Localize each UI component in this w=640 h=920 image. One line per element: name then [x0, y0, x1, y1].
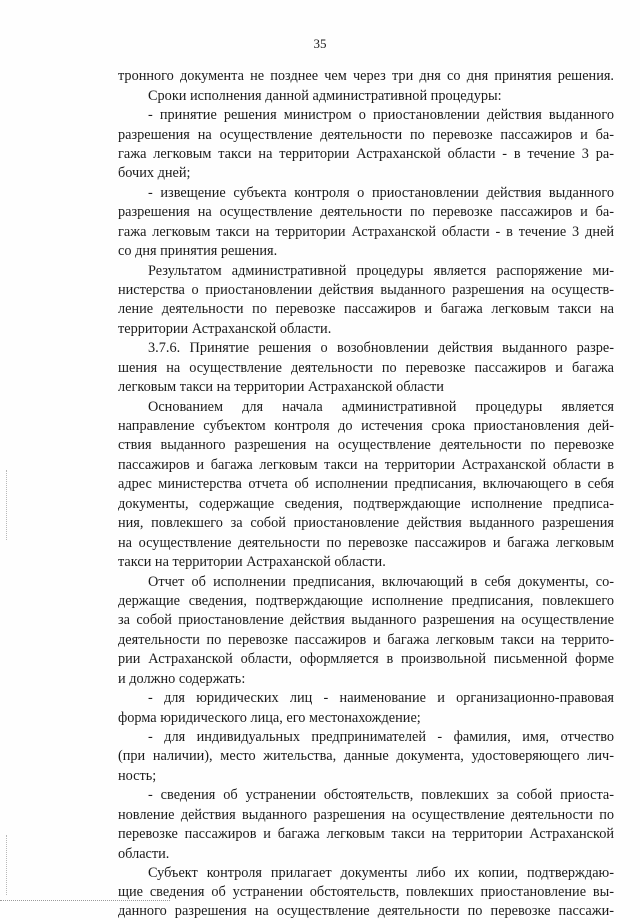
text-line: нистерства о приостановлении действия выданного разрешения на осуществ-: [118, 282, 614, 298]
text-line: и должно содержать:: [118, 671, 246, 687]
text-line: легковым такси на территории Астраханской области: [118, 379, 444, 395]
text-line: деятельности по перевозке пассажиров и багажа легковым такси на террито-: [118, 632, 614, 648]
text-line: за собой приостановление действия выданного разрешения на осуществление: [118, 612, 614, 628]
text-line: на осуществление деятельности по перевозке пассажиров и багажа легковым: [118, 535, 614, 551]
text-line: гажа легковым такси на территории Астраханской области - в течение 3 ра-: [118, 146, 614, 162]
text-line: - для индивидуальных предпринимателей - фамилия, имя, отчество: [148, 729, 614, 745]
text-line: разрешения на осуществление деятельности по перевозке пассажиров и ба-: [118, 127, 614, 143]
text-line: гажа легковым такси на территории Астраханской области - в течение 3 дней: [118, 224, 614, 240]
text-line: ствия выданного разрешения на осуществление деятельности по перевозке: [118, 437, 614, 453]
text-line: Отчет об исполнении предписания, включающий в себя документы, со-: [148, 574, 614, 590]
text-line: перевозке пассажиров и багажа легковым такси на территории Астраханской: [118, 826, 614, 842]
text-line: шения на осуществление деятельности по перевозке пассажиров и багажа: [118, 360, 614, 376]
text-line: Основанием для начала административной процедуры является: [148, 399, 614, 415]
text-line: Сроки исполнения данной административной процедуры:: [148, 88, 502, 104]
text-line: пассажиров и багажа легковым такси на территории Астраханской области в: [118, 457, 614, 473]
scan-bottom-rule: [0, 900, 170, 901]
text-line: новление действия выданного разрешения на осуществление деятельности по: [118, 807, 614, 823]
text-line: разрешения на осуществление деятельности по перевозке пассажиров и ба-: [118, 204, 614, 220]
text-line: документы, содержащие сведения, подтверждающие исполнение предписа-: [118, 496, 614, 512]
text-line: - сведения об устранении обстоятельств, повлекших за собой приоста-: [148, 787, 614, 803]
scan-margin-mark: [6, 835, 11, 895]
text-line: тронного документа не позднее чем через три дня со дня принятия решения.: [118, 68, 614, 84]
text-line: рии Астраханской области, оформляется в произвольной письменной форме: [118, 651, 614, 667]
text-line: направление субъектом контроля до истечения срока приостановления дей-: [118, 418, 614, 434]
text-line: области.: [118, 846, 170, 862]
text-line: щие сведения об устранении обстоятельств, повлекших приостановление вы-: [118, 884, 614, 900]
text-line: бочих дней;: [118, 165, 191, 181]
text-line: (при наличии), место жительства, данные документа, удостоверяющего лич-: [118, 748, 614, 764]
page-number: 35: [313, 36, 327, 51]
text-line: - для юридических лиц - наименование и организационно-правовая: [148, 690, 614, 706]
text-line: данного разрешения на осуществление деятельности по перевозке пассажи-: [118, 903, 614, 919]
text-line: ния, повлекшего за собой приостановление действия выданного разрешения: [118, 515, 614, 531]
text-line: ление деятельности по перевозке пассажиров и багажа легковым такси на: [118, 301, 614, 317]
text-line: ность;: [118, 768, 157, 784]
text-line: адрес министерства отчета об исполнении предписания, включающего в себя: [118, 476, 614, 492]
text-line: 3.7.6. Принятие решения о возобновлении действия выданного разре-: [148, 340, 614, 356]
text-line: такси на территории Астраханской области.: [118, 554, 386, 570]
text-line: территории Астраханской области.: [118, 321, 332, 337]
scan-margin-mark: [6, 470, 11, 540]
text-line: форма юридического лица, его местонахождение;: [118, 710, 421, 726]
text-line: - извещение субъекта контроля о приостановлении действия выданного: [148, 185, 614, 201]
text-line: Результатом административной процедуры является распоряжение ми-: [148, 263, 614, 279]
text-line: со дня принятия решения.: [118, 243, 278, 259]
text-line: держащие сведения, подтверждающие исполнение предписания, повлекшего: [118, 593, 614, 609]
text-line: Субъект контроля прилагает документы либо их копии, подтверждаю-: [148, 865, 614, 881]
text-line: - принятие решения министром о приостановлении действия выданного: [148, 107, 614, 123]
